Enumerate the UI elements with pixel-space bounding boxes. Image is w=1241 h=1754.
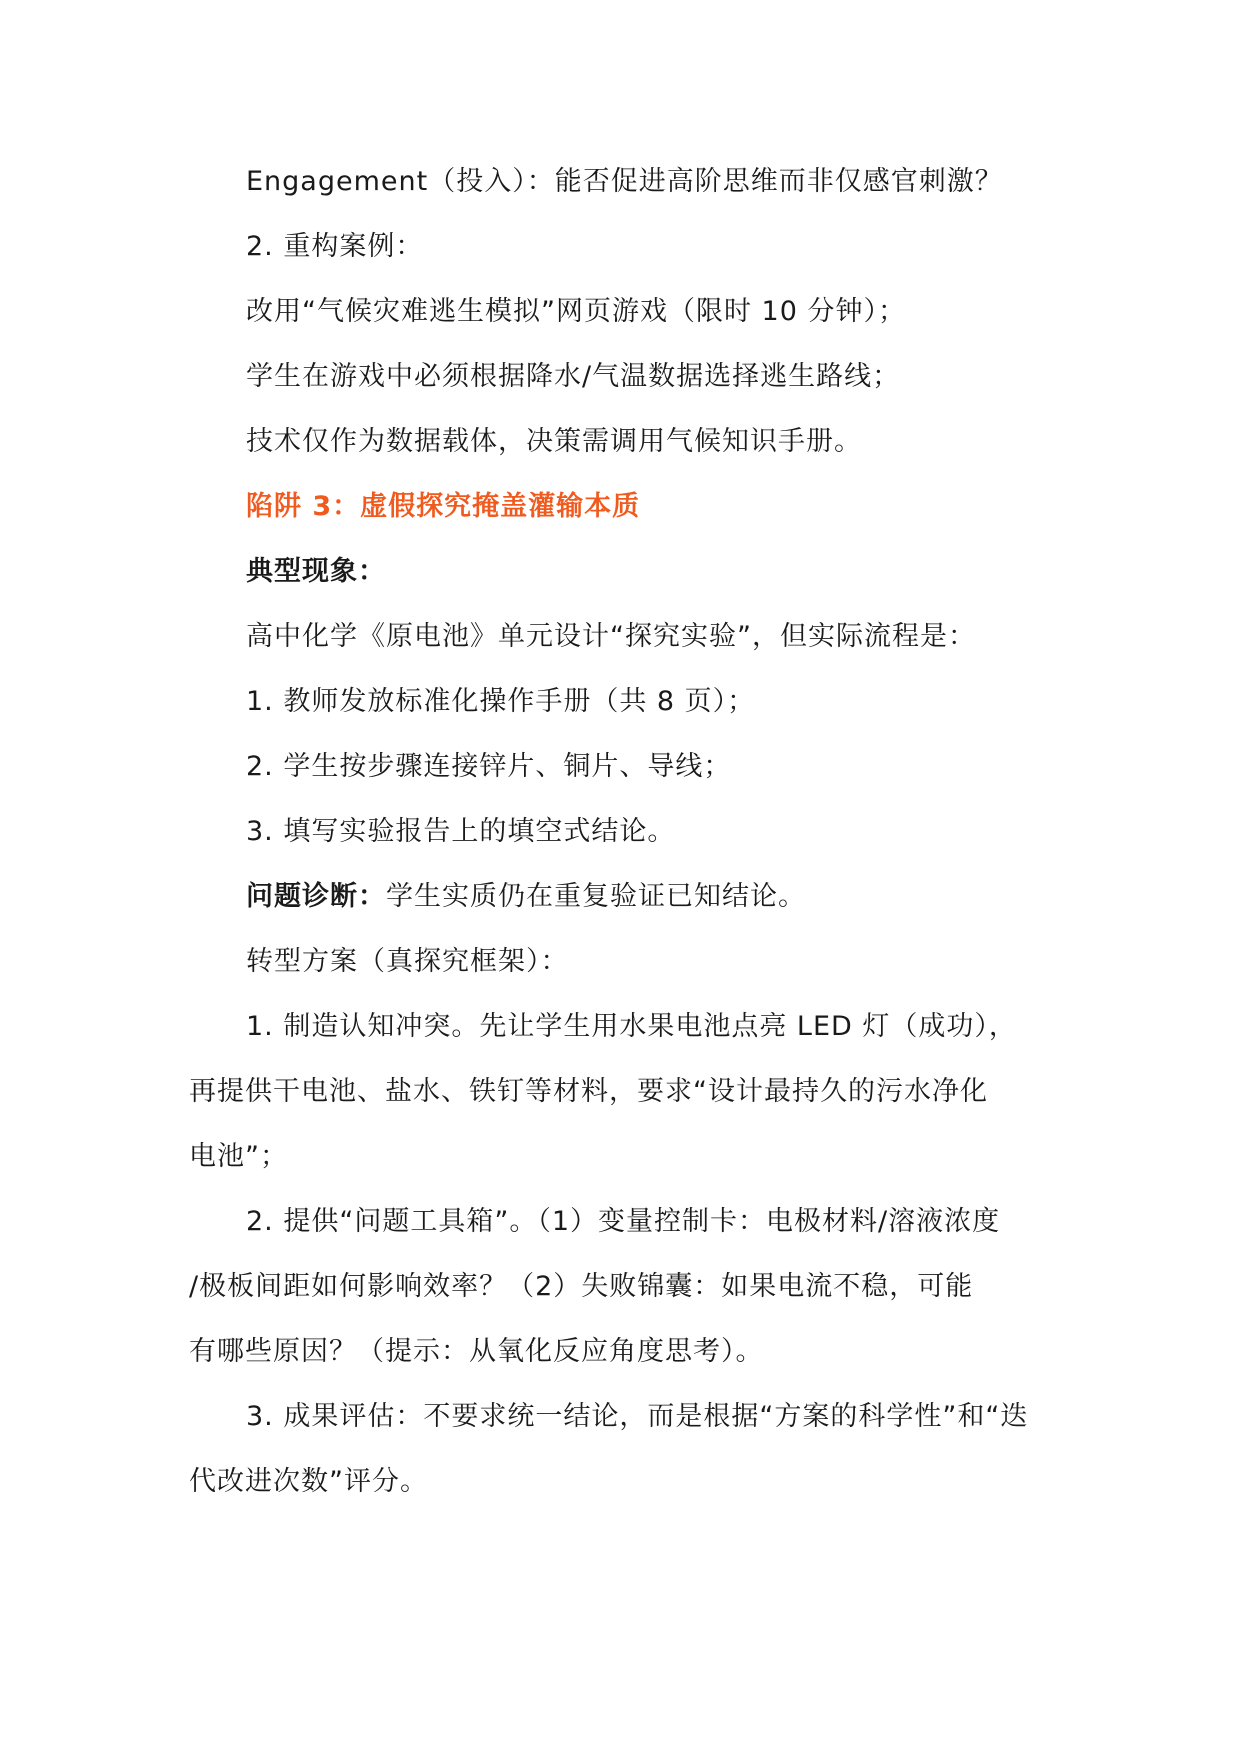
paragraph-step-1-line-2: 再提供干电池、盐水、铁钉等材料，要求“设计最持久的污水净化 [189, 1076, 988, 1107]
paragraph-diagnosis [246, 877, 806, 917]
list-item-1: 1. 教师发放标准化操作手册（共 8 页）； [246, 686, 756, 717]
diagnosis-text: 学生实质仍在重复验证已知结论。 [386, 881, 806, 912]
list-item-2: 2. 学生按步骤连接锌片、铜片、导线； [246, 751, 732, 782]
paragraph-chemistry-unit: 高中化学《原电池》单元设计“探究实验”，但实际流程是： [246, 621, 976, 652]
paragraph-transformation: 转型方案（真探究框架）： [246, 946, 569, 977]
paragraph-step-2-line-3: 有哪些原因？（提示：从氧化反应角度思考）。 [189, 1336, 764, 1367]
paragraph-step-2-line-1: 2. 提供“问题工具箱”。（1）变量控制卡：电极材料/溶液浓度 [246, 1206, 1001, 1237]
paragraph-step-1-line-1: 1. 制造认知冲突。先让学生用水果电池点亮 LED 灯（成功）， [246, 1011, 1017, 1042]
paragraph-step-3-line-1: 3. 成果评估：不要求统一结论，而是根据“方案的科学性”和“迭 [246, 1401, 1029, 1432]
paragraph-engagement: Engagement（投入）：能否促进高阶思维而非仅感官刺激？ [246, 166, 1003, 197]
paragraph-step-2-line-2: /极板间距如何影响效率？（2）失败锦囊：如果电流不稳，可能 [189, 1271, 974, 1302]
paragraph-game-switch: 改用“气候灾难逃生模拟”网页游戏（限时 10 分钟）； [246, 296, 906, 327]
paragraph-step-3-line-2: 代改进次数”评分。 [189, 1466, 428, 1497]
paragraph-step-1-line-3: 电池”； [189, 1141, 288, 1172]
diagnosis-label: 问题诊断： [246, 881, 386, 912]
list-item-3: 3. 填写实验报告上的填空式结论。 [246, 816, 676, 847]
paragraph-game-route: 学生在游戏中必须根据降水/气温数据选择逃生路线； [246, 361, 901, 392]
section-heading-trap-3: 陷阱 3：虚假探究掩盖灌输本质 [246, 491, 641, 522]
subheading-typical-phenomenon: 典型现象： [246, 556, 386, 587]
paragraph-reconstruct-case: 2. 重构案例： [246, 231, 424, 262]
paragraph-tech-carrier: 技术仅作为数据载体，决策需调用气候知识手册。 [246, 426, 862, 457]
